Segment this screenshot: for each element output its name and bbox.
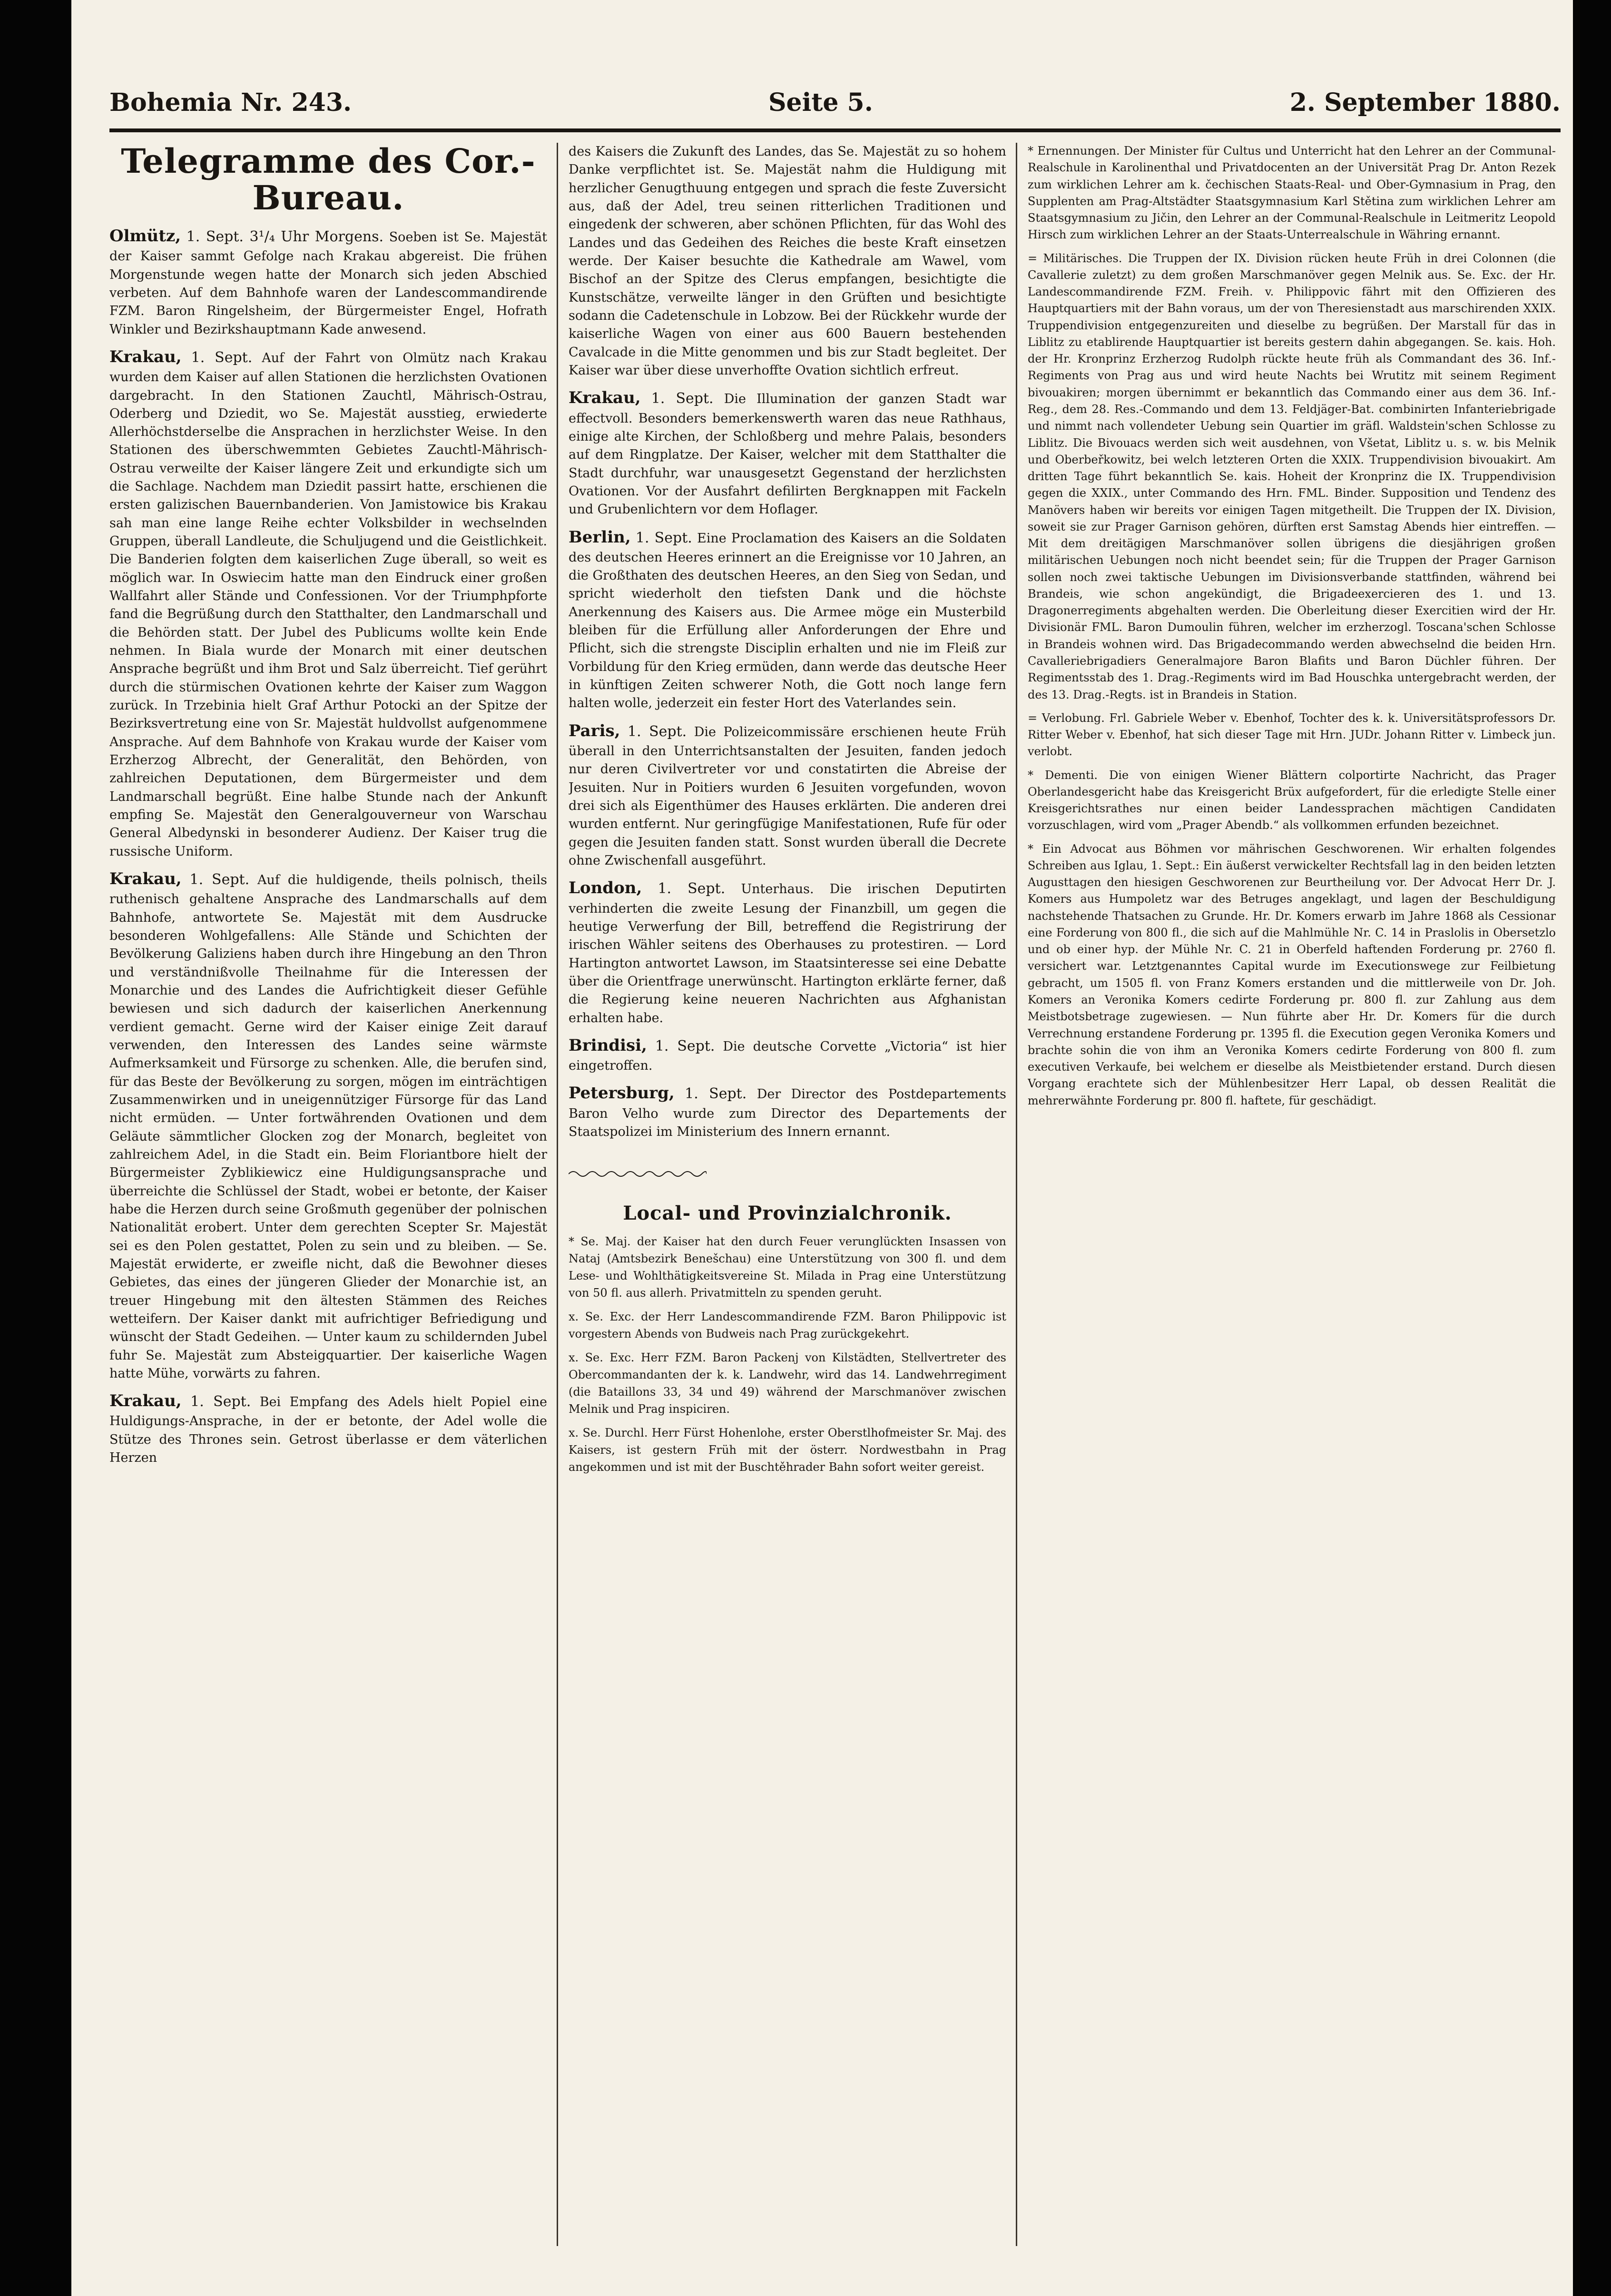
column-3 <box>1028 143 1556 2246</box>
article-place: Krakau, <box>109 347 182 366</box>
page-header <box>109 81 1561 124</box>
article <box>109 345 547 861</box>
local-chronicle-title: Local- und Provinzialchronik. <box>623 1202 952 1225</box>
column-rule-1 <box>557 143 558 2246</box>
article-place: Krakau, <box>569 388 641 408</box>
article-text: des Kaisers die Zukunft des Landes, das Se. Majestät zu so hohem Danke verpflichtet ist. Se. Majestät nahm die Huldigung mit herzlicher Genugthuung entgegen und sprach die feste Zuversicht aus, daß der Adel, treu seinen ritterlichen Traditionen und eingedenk der schweren, aber schönen Pflichten, für das Wohl des Landes und das Gedeihen des Reiches die beste Kraft einsetzen werde. Der Kaiser besuchte die Kathedrale am Wawel, vom Bischof an der Spitze des Clerus empfangen, besichtigte die Kunstschätze, verweilte länger in den Grüften und besichtigte sodann die Cadetenschule in Lobzow. Bei der Rückkehr wurde der kaiserliche Wagen von einer aus 600 Bauern bestehenden Cavalcade in die Mitte genommen und bis zur Stadt begleitet. Der Kaiser war über diese unverhoffte Ovation sichtlich erfreut. <box>569 144 1006 378</box>
article-place: Paris, <box>569 721 620 740</box>
article <box>109 225 547 339</box>
article-place: London, <box>569 878 642 898</box>
article <box>569 1034 1006 1075</box>
scan-border-right <box>1573 0 1611 2296</box>
article <box>569 877 1006 1027</box>
header-rule <box>109 128 1561 132</box>
article-date: 1. Sept. <box>685 1085 747 1103</box>
article-place: Krakau, <box>109 1391 182 1411</box>
article <box>569 719 1006 870</box>
article-place: Berlin, <box>569 527 631 547</box>
header-date: 2. September 1880. <box>1289 88 1561 117</box>
article-place: Petersburg, <box>569 1084 675 1103</box>
article-text: Eine Proclamation des Kaisers an die Soldaten des deutschen Heeres erinnert an die Ereignisse vor 10 Jahren, an die Großthaten des deutschen Heeres, an den Sieg von Sedan, und spricht wiederholt den tiefsten Dank und die höchste Anerkennung des Kaisers aus. Die Armee möge ein Musterbild bleiben für die Erfüllung aller Anforderungen der Ehre und Pflicht, sich die strengste Disciplin erhalten und nie im Fleiß zur Vorbildung für den Krieg ermüden, dann werde das deutsche Heer in künftigen Zeiten schwerer Noth, die Gott noch lange fern halten wolle, jederzeit ein fester Hort des Vaterlandes sein. <box>569 531 1006 711</box>
article-text: Auf die huldigende, theils polnisch, theils ruthenisch gehaltene Ansprache des Landmarschalls auf dem Bahnhofe, antwortete Se. Majestät mit dem Ausdrucke besonderen Wohlgefallens: Alle Stände und Schichten der Bevölkerung Galiziens haben durch ihre Hingebung an den Thron und verständnißvolle Theilnahme für die Interessen der Monarchie und des Landes die Aufrichtigkeit dieser Gefühle bewiesen und sich dadurch der kaiserlichen Anerkennung verdient gemacht. Gerne wird der Kaiser einige Zeit darauf verwenden, den Interessen des Landes seine wärmste Aufmerksamkeit und Fürsorge zu schenken. Alle, die berufen sind, für das Beste der Bevölkerung zu sorgen, mögen im einträchtigen Zusammenwirken und in uneigennütziger Fürsorge für das Land nicht ermüden. — Unter fortwährenden Ovationen und dem Geläute sämmtlicher Glocken zog der Monarch, begleitet von zahlreichem Adel, in die Stadt ein. Beim Floriantbore hielt der Bürgermeister Zyblikiewicz eine Huldigungsansprache und überreichte die Schlüssel der Stadt, wobei er betonte, der Kaiser habe die Herzen durch seine Großmuth gegenüber der polnischen Nationalität erobert. Unter dem gerechten Scepter Sr. Majestät sei es den Polen gestattet, Polen zu sein und zu bleiben. — Se. Majestät erwiderte, er zweifle nicht, daß die Bewohner dieses Gebietes, das eines der jüngeren Glieder der Monarchie ist, an treuer Hingebung mit den ältesten Stämmen des Reiches wetteifern. Der Kaiser dankt mit aufrichtiger Befriedigung und wünscht der Stadt Gedeihen. — Unter kaum zu schildernden Jubel fuhr Se. Majestät zum Absteigquartier. Der kaiserliche Wagen hatte Mühe, vorwärts zu fahren. <box>109 873 547 1381</box>
article-date: 1. Sept. <box>655 1037 715 1054</box>
local-item: x. Se. Exc. der Herr Landescommandirende FZM. Baron Philippovic ist vorgestern Abends von Budweis nach Prag zurückgekehrt. <box>569 1310 1006 1341</box>
article <box>109 867 547 1383</box>
article-text: Die deutsche Corvette „Victoria“ ist hier eingetroffen. <box>569 1039 1006 1074</box>
article <box>569 386 1006 519</box>
column-rule-2 <box>1016 143 1017 2246</box>
article-text: Die Polizeicommissäre erschienen heute Früh überall in den Unterrichtsanstalten der Jesuiten, fanden jedoch nur deren Civilvertreter vor und constatirten die Abreise der Jesuiten. Nur in Poitiers wurden 6 Jesuiten vorgefunden, wovon drei sich als Eigenthümer des Hauses erklärten. Die anderen drei wurden entfernt. Nur geringfügige Manifestationen, Rufe für oder gegen die Jesuiten fanden statt. Sonst wurden überall die Decrete ohne Zwischenfall ausgeführt. <box>569 724 1006 868</box>
article-date: 1. Sept. <box>635 529 692 546</box>
local-item: * Dementi. Die von einigen Wiener Blättern colportirte Nachricht, das Prager Oberlandesgericht habe das Kreisgericht Brüx aufgefordert, für die erledigte Stelle einer Kreisgerichtsrathes nur einen beider Landessprachen mächtigen Candidaten vorzuschlagen, wird vom „Prager Abendb.“ als vollkommen erfunden bezeichnet. <box>1028 768 1556 832</box>
article-text: Auf der Fahrt von Olmütz nach Krakau wurden dem Kaiser auf allen Stationen die herzlichsten Ovationen dargebracht. In den Stationen Zauchtl, Mährisch-Ostrau, Oderberg und Dziedit, wo Se. Majestät ausstieg, erwiederte Allerhöchstderselbe die Ansprachen in herzlichster Weise. In den Stationen des überschwemmten Gebietes Zauchtl-Mährisch-Ostrau verweilte der Kaiser längere Zeit und erkundigte sich um die Sachlage. Nachdem man Dziedit passirt hatte, erschienen die ersten galizischen Bauernbanderien. Von Jamistowice bis Krakau sah man eine lange Reihe echter Volksbilder in wechselnden Gruppen, überall Landleute, die Schuljugend und die Geistlichkeit. Die Banderien folgten dem kaiserlichen Zuge überall, so weit es möglich war. In Oswiecim hatte man den Eindruck einer großen Wallfahrt aller Stände und Confessionen. Vor der Triumphpforte fand die Begrüßung durch den Statthalter, den Landmarschall und die Behörden statt. Der Jubel des Publicums wollte kein Ende nehmen. In Biala wurde der Monarch mit einer deutschen Ansprache begrüßt und ihm Brot und Salz überreicht. Tief gerührt durch die stürmischen Ovationen kehrte der Kaiser zum Waggon zurück. In Trzebinia hielt Graf Arthur Potocki an der Spitze der Bezirksvertretung eine von Sr. Majestät huldvollst aufgenommene Ansprache. Auf dem Bahnhofe von Krakau wurde der Kaiser vom Erzherzog Albrecht, der Generalität, den Behörden, von zahlreichen Deputationen, dem Bürgermeister und dem Landmarschall begrüßt. Eine halbe Stunde nach der Ankunft empfing Se. Majestät den Generalgouverneur von Warschau General Albedynski in besonderer Audienz. Der Kaiser trug die russische Uniform. <box>109 350 547 859</box>
article <box>109 1389 547 1467</box>
local-item: = Militärisches. Die Truppen der IX. Division rücken heute Früh in drei Colonnen (die Cavallerie zuletzt) zu dem großen Marschmanöver gegen Melnik aus. Se. Exc. der Hr. Landescommandirende FZM. Freih. v. Philippovic fährt mit den Offizieren des Hauptquartiers mit der Bahn voraus, um der von Theresienstadt aus marschirenden XXIX. Truppendivision entgegenzureiten und dieselbe zu begrüßen. Der Marstall für das in Liblitz zu etablirende Hauptquartier ist bereits gestern dahin abgegangen. Se. kais. Hoh. der Hr. Kronprinz Erzherzog Rudolph rückte heute früh als Commandant des 36. Inf.-Regiments von Prag aus und wird heute Nachts bei Wrutitz mit seinem Regiment bivouakiren; morgen übernimmt er bekanntlich das Commando einer aus dem 36. Inf.-Reg., dem 28. Res.-Commando und dem 13. Feldjäger-Bat. combinirten Infanteriebrigade und nimmt nach vollendeter Uebung sein Quartier im gräfl. Waldstein'schen Schlosse zu Liblitz. Die Bivouacs werden sich weit ausdehnen, von Všetat, Liblitz u. s. w. bis Melnik und Oberbeřkowitz, bei welch letzteren Orten die XXIX. Truppendivision bivouakirt. Am dritten Tage führt bekanntlich Se. kais. Hoheit der Kronprinz die IX. Truppendivision gegen die XXIX., unter Commando des Hrn. FML. Binder. Supposition und Tendenz des Manövers haben wir bereits vor einigen Tagen mitgetheilt. Die Truppen der IX. Division, soweit sie zur Prager Garnison gehören, dürften erst Samstag Abends hier eintreffen. — Mit dem dreitägigen Marschmanöver sollen übrigens die diesjährigen großen militärischen Uebungen noch nicht beendet sein; für die Truppen der Prager Garnison sollen noch zwei taktische Uebungen im Divisionsverbande stattfinden, während bei Brandeis, wie schon angekündigt, die Brigadeexercieren des 1. und 13. Dragonerregiments abgehalten werden. Die Oberleitung dieser Exercitien wird der Hr. Divisionär FML. Baron Dumoulin führen, welcher im erzherzogl. Toscana'schen Schlosse in Brandeis wohnen wird. Das Brigadecommando werden abwechselnd die beiden Hrn. Cavalleriebrigadiers Generalmajore Baron Blafits und Baron Düchler führen. Der Regimentsstab des 1. Drag.-Regiments wird im Bad Houschka untergebracht werden, der des 13. Drag.-Regts. ist in Brandeis in Station. <box>1028 251 1556 701</box>
local-item: * Ernennungen. Der Minister für Cultus und Unterricht hat den Lehrer an der Communal-Realschule in Karolinenthal und Privatdocenten an der Universität Prag Dr. Anton Rezek zum wirklichen Lehrer am k. čechischen Staats-Real- und Ober-Gymnasium in Prag, den Supplenten am Prag-Altstädter Staatsgymnasium Karl Stětina zum wirklichen Lehrer am Staatsgymnasium zu Jičin, den Lehrer an der Communal-Realschule in Leitmeritz Leopold Hirsch zum wirklichen Lehrer an der Staats-Unterrealschule in Währing ernannt. <box>1028 144 1556 242</box>
local-item: * Ein Advocat aus Böhmen vor mährischen Geschworenen. Wir erhalten folgendes Schreiben aus Iglau, 1. Sept.: Ein äußerst verwickelter Rechtsfall lag in den beiden letzten Augusttagen den hiesigen Geschworenen zur Beurtheilung vor. Der Advocat Herr Dr. J. Komers aus Humpoletz war des Betruges angeklagt, und lagen der Beschuldigung nachstehende Thatsachen zu Grunde. Hr. Dr. Komers erwarb im Jahre 1868 als Cessionar eine Forderung von 800 fl., die sich auf die Mahlmühle Nr. C. 14 in Praslolis in Obersetzlo und ob einer hyp. der Mühle Nr. C. 21 in Oberfeld haftenden Forderung pr. 2760 fl. versichert war. Letztgenanntes Capital wurde im Executionswege zur Feilbietung gebracht, um 1505 fl. von Franz Komers erstanden und die mittlerweile von Dr. Joh. Komers an Veronika Komers cedirte Forderung pr. 800 fl. zur Zahlung aus dem Meistbotsbetrage zugewiesen. — Nun führte aber Hr. Dr. Komers für die durch Verrechnung erstandene Forderung pr. 1395 fl. die Execution gegen Veronika Komers und brachte sohin die von ihm an Veronika Komers cedirte Forderung von 800 fl. zum executiven Verkaufe, bei welchem er dieselbe als Meistbietender erstand. Durch diesen Vorgang erachtete sich der Mühlenbesitzer Herr Lapal, ob dessen Realität die mehrerwähnte Forderung pr. 800 fl. haftete, für geschädigt. <box>1028 842 1556 1107</box>
article-place: Krakau, <box>109 869 182 889</box>
article-date: 1. Sept. 3¹/₄ Uhr Morgens. <box>186 228 384 245</box>
local-item: = Verlobung. Frl. Gabriele Weber v. Ebenhof, Tochter des k. k. Universitätsprofessors Dr. Ritter Weber v. Ebenhof, hat sich dieser Tage mit Hrn. JUDr. Johann Ritter v. Limbeck jun. verlobt. <box>1028 711 1556 759</box>
article-text: Unterhaus. Die irischen Deputirten verhinderten die zweite Lesung der Finanzbill, um gegen die heutige Verwerfung der Bill, betreffend die Registrirung der irischen Wähler seitens des Oberhauses zu protestiren. — Lord Hartington antwortet Lawson, im Staatsinteresse sei eine Debatte über die Orientfrage unerwünscht. Hartington erklärte ferner, daß die Regierung keine neueren Nachrichten aus Afghanistan erhalten habe. <box>569 882 1006 1025</box>
article-date: 1. Sept. <box>190 1393 251 1410</box>
column-2 <box>569 143 1006 2184</box>
article-text: Der Director des Postdepartements Baron Velho wurde zum Director des Departements der Staatspolizei im Ministerium des Innern ernannt. <box>569 1087 1006 1140</box>
article-text: Bei Empfang des Adels hielt Popiel eine Huldigungs-Ansprache, in der er betonte, der Adel wolle die Stütze des Thrones sein. Getrost überlasse er dem väterlichen Herzen <box>109 1395 547 1466</box>
section-title: Telegramme des Cor.-Bureau. <box>121 143 536 217</box>
ornamental-divider <box>569 1167 707 1181</box>
article-date: 1. Sept. <box>191 349 253 366</box>
article-text: Die Illumination der ganzen Stadt war effectvoll. Besonders bemerkenswerth waren das neue Rathhaus, einige alte Kirchen, der Schloßberg und mehre Palais, besonders auf dem Ringplatze. Der Kaiser, welcher mit dem Statthalter die Stadt durchfuhr, war unausgesetzt Gegenstand der herzlichsten Ovationen. Vor der Ausfahrt defilirten Bergknappen mit Fackeln und Grubenlichtern vor dem Hoflager. <box>569 392 1006 517</box>
local-item: * Se. Maj. der Kaiser hat den durch Feuer verunglückten Insassen von Nataj (Amtsbezirk Benešchau) eine Unterstützung von 300 fl. und dem Lese- und Wohlthätigkeitsvereine St. Milada in Prag eine Unterstützung von 50 fl. aus allerh. Privatmitteln zu spenden geruht. <box>569 1235 1006 1300</box>
article-date: 1. Sept. <box>628 723 687 740</box>
header-issue: Bohemia Nr. 243. <box>109 88 352 117</box>
local-item: x. Se. Durchl. Herr Fürst Hohenlohe, erster Oberstlhofmeister Sr. Maj. des Kaisers, ist gestern Früh mit der österr. Nordwestbahn in Prag angekommen und ist mit der Buschtěhrader Bahn sofort weiter gereist. <box>569 1426 1006 1474</box>
column-1 <box>109 143 547 2246</box>
header-page: Seite 5. <box>768 88 873 117</box>
article-place: Brindisi, <box>569 1035 647 1055</box>
scan-border-left <box>0 0 71 2296</box>
article-place: Olmütz, <box>109 227 181 246</box>
article-date: 1. Sept. <box>189 871 250 888</box>
local-item: x. Se. Exc. Herr FZM. Baron Packenj von Kilstädten, Stellvertreter des Obercommandanten der k. k. Landwehr, wird das 14. Landwehrregiment (die Bataillons 33, 34 und 49) während der Marschmanöver zwischen Melnik und Prag inspiciren. <box>569 1351 1006 1416</box>
article-date: 1. Sept. <box>658 880 726 897</box>
article <box>569 1082 1006 1141</box>
article <box>569 143 1006 380</box>
article-text: Soeben ist Se. Majestät der Kaiser sammt Gefolge nach Krakau abgereist. Die frühen Morgenstunde wegen hatte der Monarch sich jeden Abschied verbeten. Auf dem Bahnhofe waren der Landescommandirende FZM. Baron Ringelsheim, der Bürgermeister Engel, Hofrath Winkler und Bezirkshauptmann Kade anwesend. <box>109 230 547 337</box>
article-date: 1. Sept. <box>651 390 714 407</box>
article <box>569 526 1006 713</box>
